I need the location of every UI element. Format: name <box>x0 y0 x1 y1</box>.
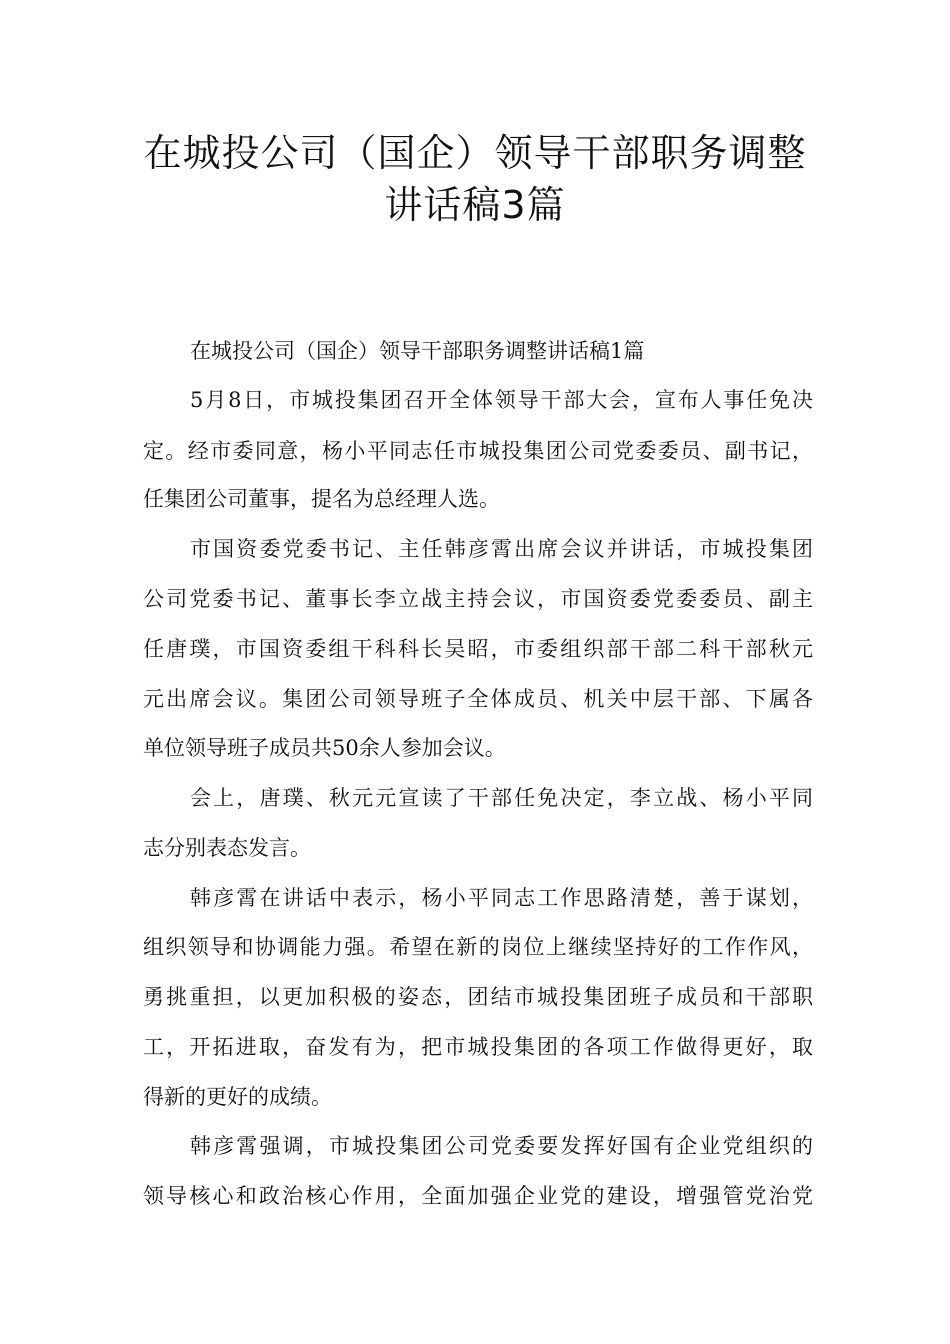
body-line: 组织领导和协调能力强。希望在新的岗位上继续坚持好的工作作风， <box>143 935 813 959</box>
body-line: 5月8日，市城投集团召开全体领导干部大会，宣布人事任免决 <box>190 388 813 412</box>
document-title-line-2: 讲话稿3篇 <box>384 183 566 227</box>
body-line: 韩彦霄强调，市城投集团公司党委要发挥好国有企业党组织的 <box>190 1134 813 1158</box>
body-line: 志分别表态发言。 <box>143 836 311 860</box>
document-title-line-1: 在城投公司（国企）领导干部职务调整 <box>143 131 807 175</box>
body-line: 市国资委党委书记、主任韩彦霄出席会议并讲话，市城投集团 <box>190 537 813 561</box>
body-line: 会上，唐璞、秋元元宣读了干部任免决定，李立战、杨小平同 <box>190 786 813 810</box>
body-line: 任集团公司董事，提名为总经理人选。 <box>143 487 500 511</box>
body-line: 公司党委书记、董事长李立战主持会议，市国资委党委委员、副主 <box>143 587 813 611</box>
body-line: 定。经市委同意，杨小平同志任市城投集团公司党委委员、副书记， <box>143 439 813 463</box>
body-line: 得新的更好的成绩。 <box>143 1085 332 1109</box>
body-line: 领导核心和政治核心作用，全面加强企业党的建设，增强管党治党 <box>143 1184 813 1208</box>
body-line: 任唐璞，市国资委组干科科长吴昭，市委组织部干部二科干部秋元 <box>143 637 813 661</box>
body-line: 勇挑重担，以更加积极的姿态，团结市城投集团班子成员和干部职 <box>143 985 813 1009</box>
body-line: 元出席会议。集团公司领导班子全体成员、机关中层干部、下属各 <box>143 687 813 711</box>
body-line: 工，开拓进取，奋发有为，把市城投集团的各项工作做得更好，取 <box>143 1035 813 1059</box>
body-line: 单位领导班子成员共50余人参加会议。 <box>143 736 506 760</box>
section-heading: 在城投公司（国企）领导干部职务调整讲话稿1篇 <box>190 339 645 363</box>
body-line: 韩彦霄在讲话中表示，杨小平同志工作思路清楚，善于谋划， <box>190 886 813 910</box>
